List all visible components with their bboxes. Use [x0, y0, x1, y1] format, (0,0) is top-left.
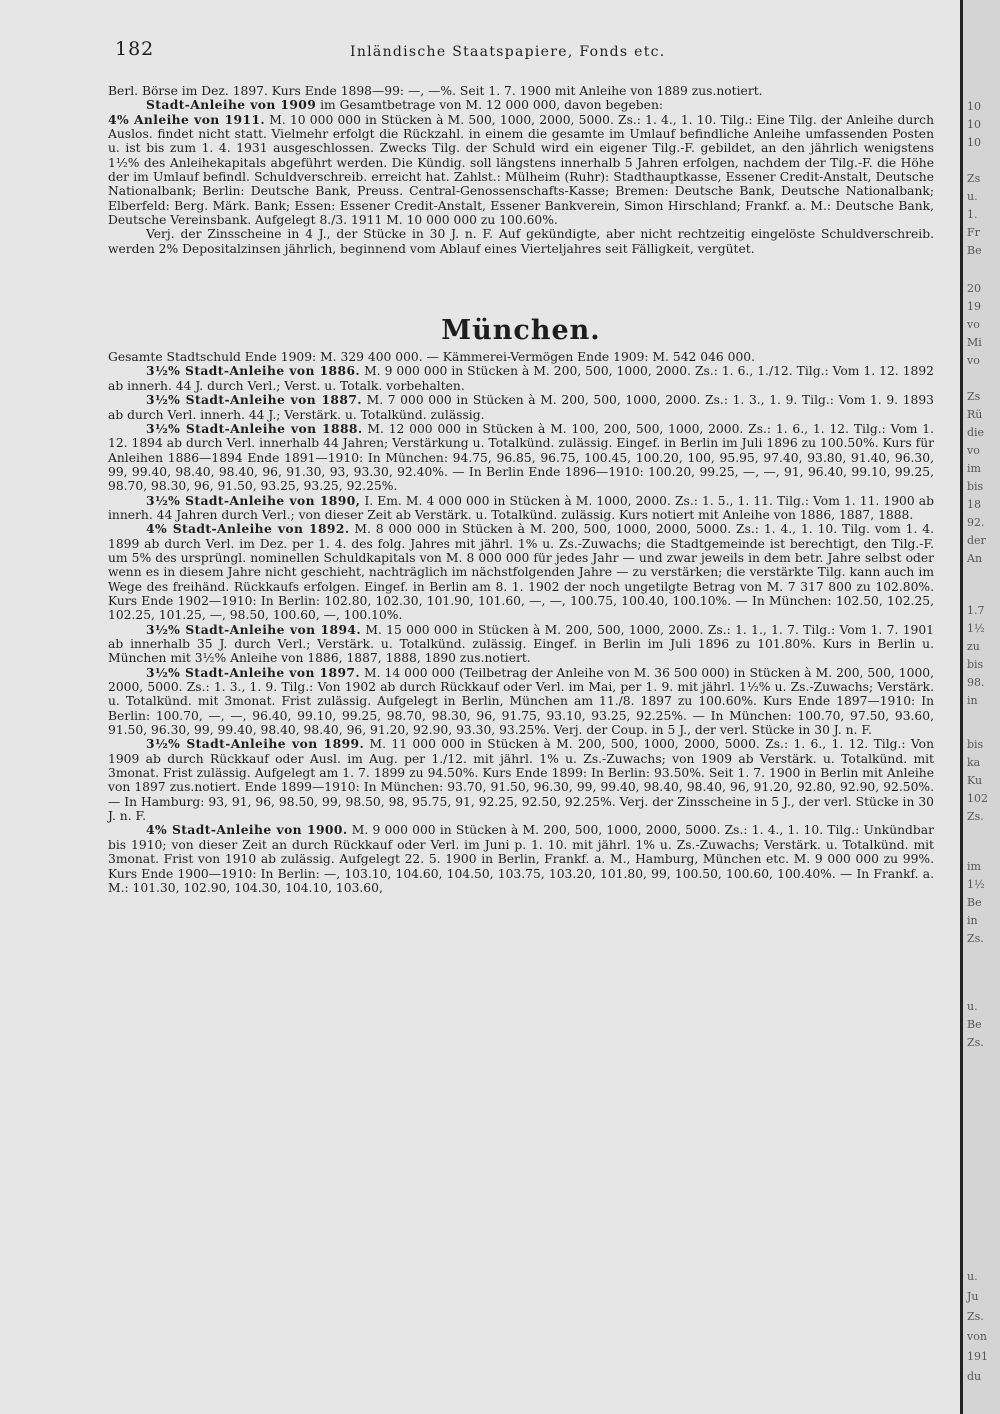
bond-title: 3½% Stadt-Anleihe von 1887.: [146, 392, 362, 408]
gutter-fragment: Ju: [967, 1290, 979, 1303]
gutter-fragment: Ku: [967, 774, 983, 787]
paragraph-anleihe-1911: [108, 113, 934, 228]
page-body: [108, 84, 934, 895]
gutter-fragment: bis: [967, 480, 984, 493]
gutter-fragment: u.: [967, 190, 978, 203]
gutter-fragment: im: [967, 860, 981, 873]
gutter-fragment: vo: [967, 318, 980, 331]
gutter-fragment: 102: [967, 792, 988, 805]
gutter-fragment: der: [967, 534, 986, 547]
bond-text: M. 14 000 000 (Teilbetrag der Anleihe von M. 36 500 000) in Stücken à M. 200, 500, 1000, 2000, 5000. Zs.: 1. 3., 1. 9. Tilg.: Von 1902 ab durch Rückkauf oder Verl. im Mai, per 1. 9. mit jährl. 1½% u. Zs.-Zuwachs; Verstärk. u. Totalkünd. mit 3monat. Frist zulässig. Aufgelegt in Berlin, München am 11./8. 1897 zu 100.60%. Kurs Ende 1897—1910: In Berlin: 100.70, —, —, 96.40, 99.10, 99.25, 98.70, 98.30, 96, 91.75, 93.10, 93.25, 92.25%. — In München: 100.70, 97.50, 93.60, 91.50, 96.30, 99, 99.40, 98.40, 98.40, 96, 91.20, 92.90, 93.30, 93.25%. Verj. der Coup. in 5 J., der verl. Stücke in 30 J. n. F.: [108, 665, 935, 738]
bond-text: M. 7 000 000 in Stücken à M. 200, 500, 1000, 2000. Zs.: 1. 3., 1. 9. Tilg.: Vom 1. 9. 1893 ab durch Verl. innerh. 44 J.; Verstärk. u. Totalkünd. zulässig.: [108, 393, 934, 422]
gutter-fragment: du: [967, 1370, 982, 1383]
gutter-fragment: An: [967, 552, 983, 565]
bond-title: 3½% Stadt-Anleihe von 1886.: [146, 363, 361, 379]
gutter-fragment: Zs.: [967, 1036, 984, 1049]
gutter-fragment: 92.: [967, 516, 985, 529]
bond-entry: [108, 623, 934, 666]
section-title-muenchen: München.: [441, 315, 601, 347]
gutter-fragment: Zs: [967, 172, 981, 185]
gutter-fragment: vo: [967, 444, 980, 457]
bond-text: M. 9 000 000 in Stücken à M. 200, 500, 1000, 2000, 5000. Zs.: 1. 4., 1. 10. Tilg.: Unkündbar bis 1910; von dieser Zeit an durch Rückkauf oder Verl. im Juni p. 1. 10. mit jährl. 1% u. Zs.-Zuwachs; Verstärk. u. Totalkünd. mit 3monat. Frist von 1910 ab zulässig. Aufgelegt 22. 5. 1900 in Berlin, Frankf. a. M., Hamburg, München etc. M. 9 000 000 zu 99%. Kurs Ende 1900—1910: In Berlin: —, 103.10, 104.60, 104.50, 103.75, 103.20, 101.80, 99, 100.50, 100.60, 100.40%. — In Frankf. a. M.: 101.30, 102.90, 104.30, 104.10, 103.60,: [108, 823, 934, 895]
gutter-fragment: Zs.: [967, 1310, 984, 1323]
gutter-fragment: 10: [967, 136, 981, 149]
gutter-fragment: in: [967, 914, 978, 927]
bond-text: M. 12 000 000 in Stücken à M. 100, 200, 500, 1000, 2000. Zs.: 1. 6., 1. 12. Tilg.: Vom 1. 12. 1894 ab durch Verl. innerhalb 44 Jahren; Verstärkung u. Totalkünd. zulässig. Eingef. in Berlin im Juli 1896 zu 100.50%. Kurs für Anleihen 1886—1894 Ende 1891—1910: In München: 94.75, 96.85, 96.75, 100.45, 100.20, 100, 95.95, 97.40, 93.80, 91.40, 96.30, 99, 99.40, 98.40, 98.40, 96, 91.30, 93, 93.30, 92.40%. — In Berlin Ende 1896—1910: 100.20, 99.25, —, —, 91, 96.40, 99.10, 99.25, 98.70, 98.30, 96, 91.50, 93.25, 93.25, 92.25%.: [108, 421, 934, 494]
bond-entries: [108, 364, 934, 895]
bond-text: M. 10 000 000 in Stücken à M. 500, 1000, 2000, 5000. Zs.: 1. 4., 1. 10. Tilg.: Eine Tilg. der Anleihe durch Auslos. findet nicht statt. Vielmehr erfolgt die Rückzahl. in einem die gesamte im Umlauf befindliche Anleihe umfassenden Posten u. ist bis zum 1. 4. 1931 ausgeschlossen. Zwecks Tilg. der Schuld wird ein eigener Tilg.-F. gebildet, an den jährlich wenigstens 1½% des Anleihekapitals abgeführt werden. Die Kündig. soll längstens innerhalb 5 Jahren erfolgen, nachdem der Tilg.-F. die Höhe der im Umlauf befindl. Schuldverschreib. erreicht hat. Zahlst.: Mülheim (Ruhr): Stadthauptkasse, Essener Credit-Anstalt, Deutsche Nationalbank; Berlin: Deutsche Bank, Preuss. Central-Genossenschafts-Kasse; Bremen: Deutsche Bank, Deutsche Nationalbank; Elberfeld: Berg. Märk. Bank; Essen: Essener Credit-Anstalt, Essener Bankverein, Simon Hirschland; Frankf. a. M.: Deutsche Bank, Deutsche Vereinsbank. Aufgelegt 8./3. 1911 M. 10 000 000 zu 100.60%.: [108, 112, 934, 228]
gutter-fragment: 20: [967, 282, 981, 295]
page-number: 182: [115, 38, 155, 60]
bond-entry: [108, 522, 934, 622]
bond-title: 4% Stadt-Anleihe von 1892.: [146, 521, 350, 537]
gutter-fragment: 10: [967, 118, 981, 131]
gutter-fragment: u.: [967, 1270, 978, 1283]
gutter-fragment: Mi: [967, 336, 982, 349]
gutter-fragment: Be: [967, 244, 982, 257]
bond-entry: [108, 364, 934, 393]
bond-title: 3½% Stadt-Anleihe von 1894.: [146, 621, 362, 637]
bond-title: 3½% Stadt-Anleihe von 1890,: [146, 492, 361, 508]
bond-text: M. 15 000 000 in Stücken à M. 200, 500, 1000, 2000. Zs.: 1. 1., 1. 7. Tilg.: Vom 1. 7. 1901 ab innerhalb 35 J. durch Verl.; Verstärk. u. Totalkünd. zulässig. Eingef. in Berlin im Juli 1896 zu 101.80%. Kurs in Berlin u. München mit 3½% Anleihe von 1886, 1887, 1888, 1890 zus.notiert.: [108, 622, 934, 666]
bond-entry: [108, 494, 934, 523]
gutter-fragment: 1½: [967, 878, 985, 891]
gutter-fragment: 18: [967, 498, 981, 511]
gutter-fragment: Rü: [967, 408, 983, 421]
bond-title: 4% Anleihe von 1911.: [108, 111, 266, 127]
bond-entry: [108, 737, 934, 823]
gutter-fragment: bis: [967, 738, 984, 751]
gutter-fragment: 19: [967, 300, 981, 313]
gutter-fragment: Zs: [967, 390, 981, 403]
paragraph-berlin-exchange: Berl. Börse im Dez. 1897. Kurs Ende 1898—99: —, —%. Seit 1. 7. 1900 mit Anleihe von 1889 zus.notiert.: [108, 84, 763, 98]
gutter-fragment: 1.7: [967, 604, 985, 617]
bond-text: M. 11 000 000 in Stücken à M. 200, 500, 1000, 2000, 5000. Zs.: 1. 6., 1. 12. Tilg.: Von 1909 ab durch Rückkauf oder Ausl. im Aug. per 1./12. mit jährl. 1% u. Zs.-Zuwachs; von 1909 ab Verstärk. u. Totalkünd. mit 3monat. Frist zulässig. Aufgelegt am 1. 7. 1899 zu 94.50%. Kurs Ende 1899: In Berlin: 93.50%. Seit 1. 7. 1900 in Berlin mit Anleihe von 1897 zus.notiert. Ende 1899—1910: In München: 93.70, 91.50, 96.30, 99, 99.40, 98.40, 98.40, 96, 91.20, 92.80, 92.90, 92.50%. — In Hamburg: 93, 91, 96, 98.50, 99, 98.50, 98, 95.75, 91, 92.25, 92.50, 92.25%. Verj. der Zinsscheine in 5 J., der verl. Stücke in 30 J. n. F.: [108, 737, 934, 824]
gutter-fragment: bis: [967, 658, 984, 671]
gutter-fragment: ka: [967, 756, 981, 769]
bond-title: 3½% Stadt-Anleihe von 1899.: [146, 736, 365, 752]
bond-title: 3½% Stadt-Anleihe von 1888.: [146, 420, 363, 436]
gutter-fragment: 1.: [967, 208, 978, 221]
bond-text: M. 9 000 000 in Stücken à M. 200, 500, 1000, 2000. Zs.: 1. 6., 1./12. Tilg.: Vom 1. 12. 1892 ab innerh. 44 J. durch Verl.; Verst. u. Totalk. vorbehalten.: [108, 364, 935, 393]
gutter-fragment: Zs.: [967, 810, 984, 823]
gutter-fragment: u.: [967, 1000, 978, 1013]
bond-title: 3½% Stadt-Anleihe von 1897.: [146, 664, 361, 680]
page-header: [105, 38, 945, 68]
gutter-fragment: Be: [967, 896, 982, 909]
gutter-fragment: die: [967, 426, 985, 439]
gutter-fragment: 191: [967, 1350, 988, 1363]
gutter-fragment: Be: [967, 1018, 982, 1031]
gutter-fragment: 10: [967, 100, 981, 113]
gutter-fragment: vo: [967, 354, 980, 367]
gutter-fragment: 98.: [967, 676, 985, 689]
paragraph-stadt-anleihe-1909: [108, 98, 934, 112]
bond-text: I. Em. M. 4 000 000 in Stücken à M. 1000, 2000. Zs.: 1. 5., 1. 11. Tilg.: Vom 1. 11. 1900 ab innerh. 44 Jahren durch Verl.; von dieser Zeit ab Verstärk. u. Totalkünd. zulässig. Kurs notiert mit Anleihe von 1886, 1887, 1888.: [108, 493, 934, 522]
gutter-fragment: in: [967, 694, 978, 707]
bond-entry: [108, 422, 934, 494]
bond-entry: [108, 823, 934, 895]
adjacent-page-edge: [960, 0, 1000, 1414]
gutter-fragment: Fr: [967, 226, 980, 239]
bond-entry: [108, 666, 934, 738]
gutter-fragment: von: [967, 1330, 987, 1343]
gutter-fragment: zu: [967, 640, 980, 653]
bond-entry: [108, 393, 934, 422]
bond-title: 4% Stadt-Anleihe von 1900.: [146, 822, 348, 838]
paragraph-muenchen-intro: Gesamte Stadtschuld Ende 1909: M. 329 400 000. — Kämmerei-Vermögen Ende 1909: M. 542 046 000.: [108, 350, 756, 365]
bond-text: im Gesamtbetrage von M. 12 000 000, davon begeben:: [316, 98, 664, 113]
gutter-fragment: 1½: [967, 622, 985, 635]
gutter-fragment: im: [967, 462, 981, 475]
paragraph-verjaehrung: Verj. der Zinsscheine in 4 J., der Stücke in 30 J. n. F. Auf gekündigte, aber nicht rechtzeitig eingelöste Schuldverschreib. werden 2% Depositalzinsen jährlich, beginnend vom Ablauf eines Vierteljahres seit Fälligkeit, vergütet.: [108, 227, 934, 256]
gutter-fragment: Zs.: [967, 932, 984, 945]
bond-text: M. 8 000 000 in Stücken à M. 200, 500, 1000, 2000, 5000. Zs.: 1. 4., 1. 10. Tilg. vom 1. 4. 1899 ab durch Verl. im Dez. per 1. 4. des folg. Jahres mit jährl. 1% u. Zs.-Zuwachs; die Stadtgemeinde ist berechtigt, den Tilg.-F. um 5% des ursprüngl. nominellen Schuldkapitals von M. 8 000 000 für jedes Jahr — und zwar jeweils in dem betr. Jahre selbst oder wenn es in diesem Jahre nicht geschieht, nachträglich im nächstfolgenden Jahre — zu verstärken; die verstärkte Tilg. kann auch im Wege des freihänd. Rückkaufs erfolgen. Eingef. in Berlin am 8. 1. 1902 der noch ungetilgte Betrag von M. 7 317 800 zu 102.80%. Kurs Ende 1902—1910: In Berlin: 102.80, 102.30, 101.90, 101.60, —, —, 100.75, 100.40, 100.10%. — In München: 102.50, 102.25, 102.25, 101.25, —, 98.50, 100.60, —, 100.10%.: [108, 522, 934, 623]
bond-title: Stadt-Anleihe von 1909: [146, 97, 317, 113]
running-title: Inländische Staatspapiere, Fonds etc.: [350, 44, 666, 60]
